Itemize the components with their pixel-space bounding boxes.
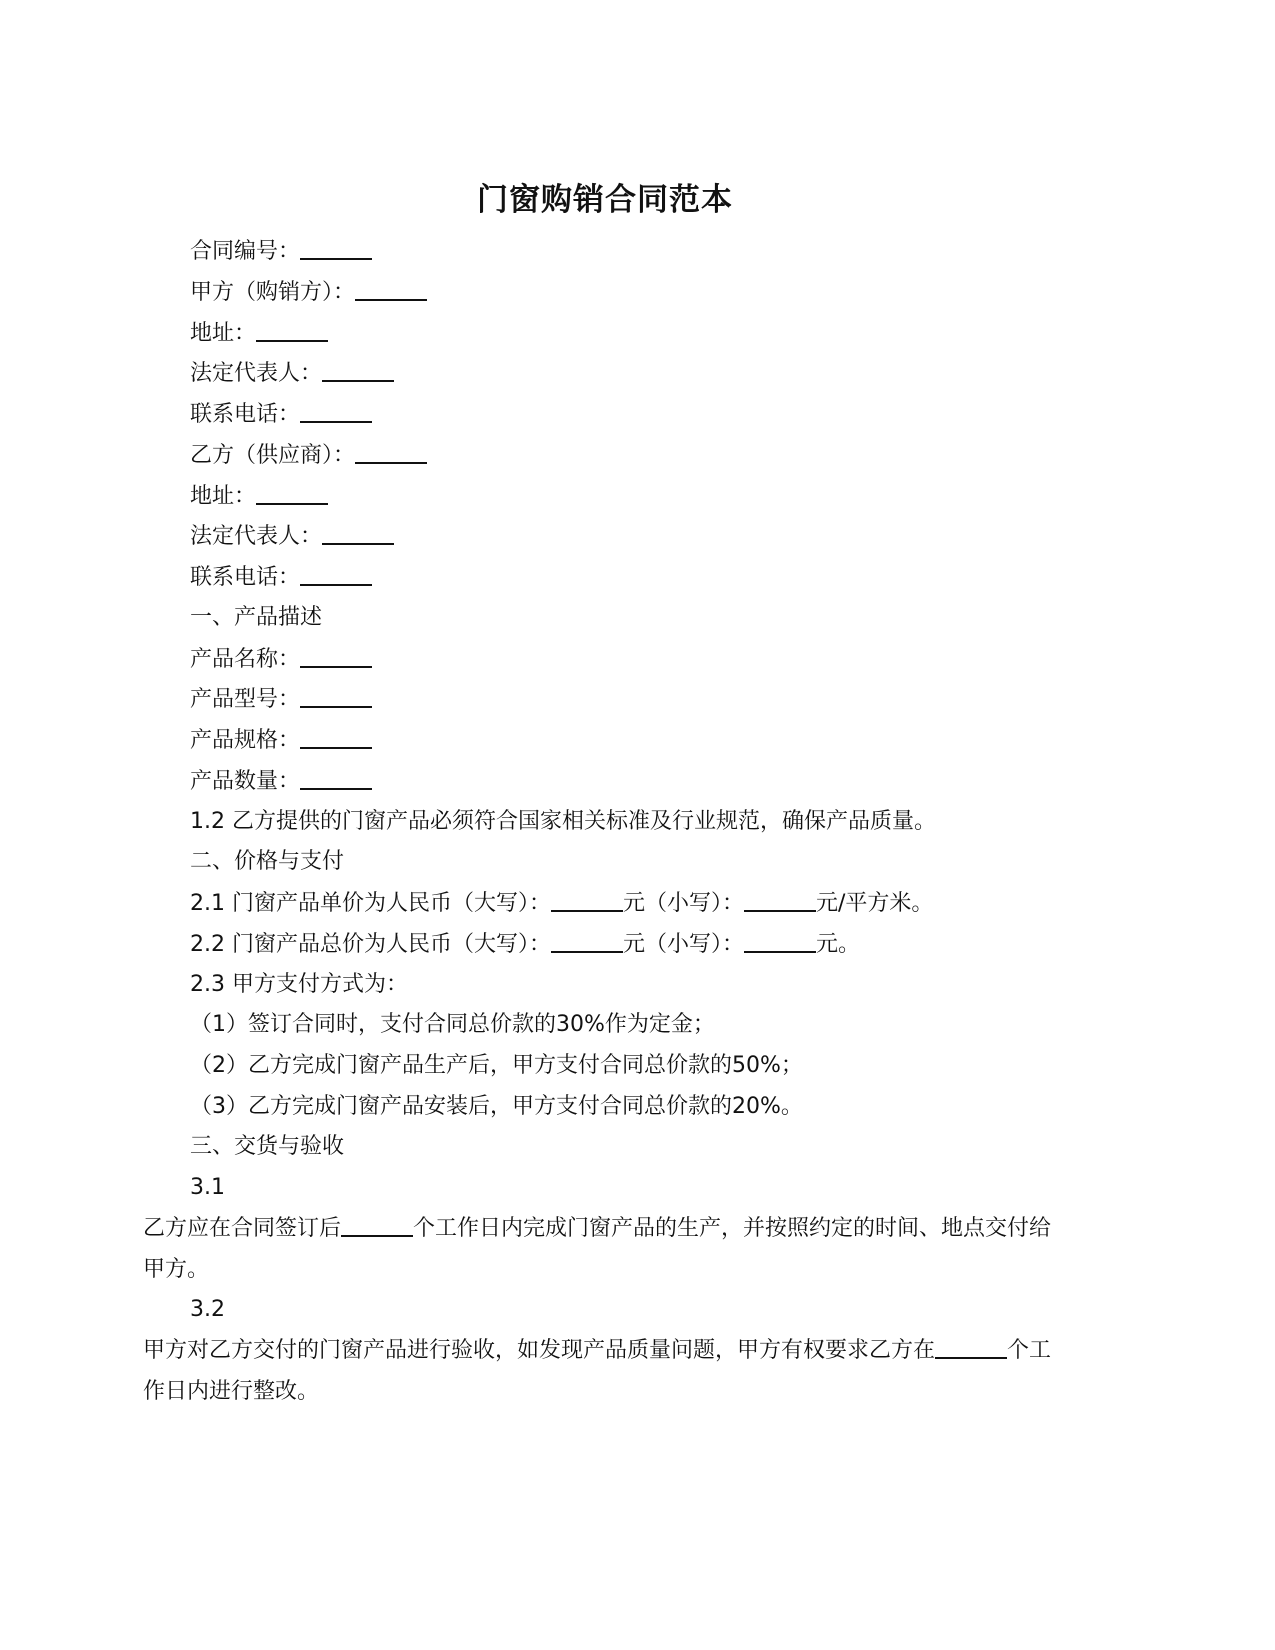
- field-product-model: [190, 684, 372, 715]
- field-label: 法定代表人：: [190, 361, 323, 386]
- blank-field: [551, 888, 623, 912]
- field-party-b-representative: [190, 521, 394, 552]
- field-party-a-phone: [190, 399, 372, 430]
- clause-text: 甲方对乙方交付的门窗产品进行验收，如发现产品质量问题，甲方有权要求乙方在: [143, 1338, 936, 1363]
- clause-text: 个工作日内进行整改。: [143, 1338, 1052, 1404]
- field-label: 联系电话：: [190, 565, 301, 590]
- field-label: 法定代表人：: [190, 524, 323, 549]
- blank-field: [300, 644, 372, 668]
- clause-text: 2.1 门窗产品单价为人民币（大写）：: [190, 891, 551, 916]
- field-product-name: [190, 644, 372, 675]
- clause-3-1-number: 3.1: [190, 1175, 225, 1200]
- section-2-heading: 二、价格与支付: [190, 849, 345, 874]
- clause-2-3: 2.3 甲方支付方式为：: [190, 972, 408, 997]
- field-product-quantity: [190, 766, 372, 797]
- field-label: 产品数量：: [190, 769, 301, 794]
- clause-text: 元/平方米。: [816, 891, 934, 916]
- field-label: 产品名称：: [190, 647, 301, 672]
- field-product-spec: [190, 725, 372, 756]
- clause-2-1: [190, 888, 933, 919]
- blank-field: [300, 399, 372, 423]
- clause-2-2: [190, 929, 860, 960]
- field-party-b-phone: [190, 562, 372, 593]
- blank-field: [300, 236, 372, 260]
- blank-field: [322, 358, 394, 382]
- clause-1-2: 1.2 乙方提供的门窗产品必须符合国家相关标准及行业规范，确保产品质量。: [190, 809, 936, 834]
- field-party-a: [190, 277, 427, 308]
- field-label: 产品规格：: [190, 728, 301, 753]
- blank-field: [256, 318, 328, 342]
- blank-field: [341, 1213, 413, 1237]
- clause-3-2: [143, 1330, 1063, 1412]
- payment-item-1: （1）签订合同时，支付合同总价款的30%作为定金；: [190, 1012, 715, 1037]
- blank-field: [300, 562, 372, 586]
- field-label: 地址：: [190, 321, 257, 346]
- blank-field: [744, 888, 816, 912]
- clause-text: 元（小写）：: [622, 891, 744, 916]
- field-party-b-address: [190, 481, 328, 512]
- field-label: 地址：: [190, 484, 257, 509]
- blank-field: [355, 277, 427, 301]
- payment-item-2: （2）乙方完成门窗产品生产后，甲方支付合同总价款的50%；: [190, 1053, 803, 1078]
- clause-text: 2.2 门窗产品总价为人民币（大写）：: [190, 932, 551, 957]
- field-label: 甲方（购销方）：: [190, 280, 356, 305]
- clause-text: 元。: [816, 932, 861, 957]
- blank-field: [300, 684, 372, 708]
- clause-text: 乙方应在合同签订后: [143, 1216, 342, 1241]
- document-title: 门窗购销合同范本: [477, 182, 733, 218]
- clause-3-1: [143, 1208, 1063, 1290]
- clause-text: 个工作日内完成门窗产品的生产，并按照约定的时间、地点交付给甲方。: [143, 1216, 1052, 1282]
- blank-field: [300, 766, 372, 790]
- field-label: 联系电话：: [190, 402, 301, 427]
- blank-field: [355, 440, 427, 464]
- clause-3-2-number: 3.2: [190, 1297, 225, 1322]
- blank-field: [300, 725, 372, 749]
- blank-field: [551, 929, 623, 953]
- field-party-a-representative: [190, 358, 394, 389]
- field-party-b: [190, 440, 427, 471]
- blank-field: [744, 929, 816, 953]
- field-party-a-address: [190, 318, 328, 349]
- section-1-heading: 一、产品描述: [190, 605, 323, 630]
- section-3-heading: 三、交货与验收: [190, 1134, 345, 1159]
- clause-text: 元（小写）：: [622, 932, 744, 957]
- blank-field: [935, 1335, 1007, 1359]
- payment-item-3: （3）乙方完成门窗产品安装后，甲方支付合同总价款的20%。: [190, 1094, 803, 1119]
- field-label: 乙方（供应商）：: [190, 443, 356, 468]
- blank-field: [322, 521, 394, 545]
- blank-field: [256, 481, 328, 505]
- field-label: 产品型号：: [190, 687, 301, 712]
- field-contract-number: [190, 236, 372, 267]
- field-label: 合同编号：: [190, 239, 301, 264]
